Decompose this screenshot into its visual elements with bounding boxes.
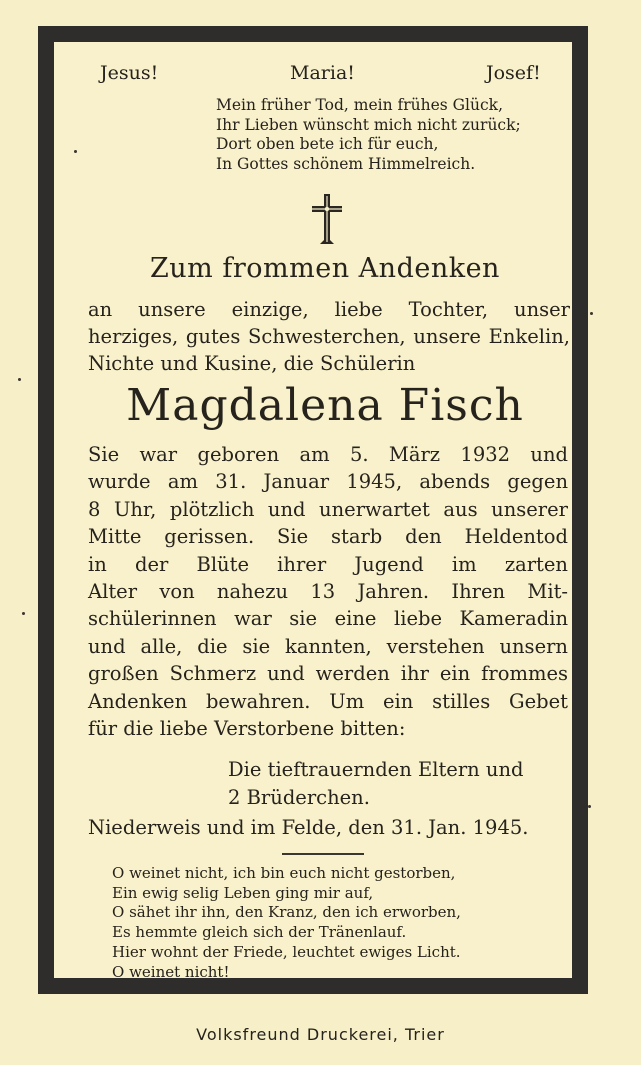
verse-top-line: Ihr Lieben wünscht mich nicht zurück;: [216, 115, 521, 134]
verse-top-line: Dort oben bete ich für euch,: [216, 135, 439, 153]
body-line: Mitte gerissen. Sie starb den Heldentod: [88, 525, 568, 549]
verse-top-line: In Gottes schönem Himmelreich.: [216, 154, 476, 173]
printer-imprint: Volksfreund Druckerei, Trier: [196, 1025, 445, 1044]
signature: [228, 756, 568, 812]
body-line: in der Blüte ihrer Jugend im zarten: [88, 552, 568, 576]
intro-line: Nichte und Kusine, die Schülerin: [88, 352, 416, 375]
body-line: für die liebe Verstorbene bitten:: [88, 717, 406, 741]
cross-icon: [308, 192, 346, 246]
signature-line: Die tieftrauernden Eltern und: [228, 758, 524, 781]
verse-top: [216, 96, 566, 174]
body-line: großen Schmerz und werden ihr ein frommes: [88, 662, 568, 686]
name-maria: Maria!: [290, 62, 355, 84]
heading: Zum frommen Andenken: [150, 253, 500, 284]
divider: [282, 853, 364, 855]
signature-line: 2 Brüderchen.: [228, 786, 370, 809]
verse-top-line: Mein früher Tod, mein frühes Glück,: [216, 96, 503, 114]
place-date: Niederweis und im Felde, den 31. Jan. 1945.: [88, 816, 529, 839]
body-line: Alter von nahezu 13 Jahren. Ihren Mit-: [88, 580, 568, 604]
name-josef: Josef!: [486, 62, 541, 84]
paper-speck: [588, 805, 591, 808]
body-line: Sie war geboren am 5. März 1932 und: [88, 443, 568, 466]
verse-bottom-line: O sähet ihr ihn, den Kranz, den ich erworben,: [112, 903, 461, 922]
verse-bottom-line: Hier wohnt der Friede, leuchtet ewiges Licht.: [112, 942, 461, 961]
verse-bottom-line: Ein ewig selig Leben ging mir auf,: [112, 883, 374, 902]
intro-line: herziges, gutes Schwesterchen, unsere Enkelin,: [88, 325, 570, 348]
paper-speck: [590, 312, 593, 315]
body-line: wurde am 31. Januar 1945, abends gegen: [88, 470, 568, 494]
intro-line: an unsere einzige, liebe Tochter, unser: [88, 298, 570, 321]
body-line: 8 Uhr, plötzlich und unerwartet aus unserer: [88, 497, 568, 521]
paper-speck: [22, 612, 25, 615]
verse-bottom: [112, 864, 552, 982]
verse-bottom-line: O weinet nicht, ich bin euch nicht gestorben,: [112, 864, 456, 882]
body-text: [88, 441, 568, 742]
holy-names: [100, 62, 560, 92]
body-line: und alle, die sie kannten, verstehen unsern: [88, 634, 568, 658]
intro-text: [88, 296, 570, 377]
body-line: Andenken bewahren. Um ein stilles Gebet: [88, 689, 568, 713]
verse-bottom-line: O weinet nicht!: [112, 962, 230, 981]
deceased-name: Magdalena Fisch: [126, 380, 524, 431]
verse-bottom-line: Es hemmte gleich sich der Tränenlauf.: [112, 923, 407, 942]
body-line: schülerinnen war sie eine liebe Kameradin: [88, 607, 568, 631]
paper-speck: [74, 150, 77, 153]
paper-speck: [18, 378, 21, 381]
name-jesus: Jesus!: [100, 62, 159, 84]
